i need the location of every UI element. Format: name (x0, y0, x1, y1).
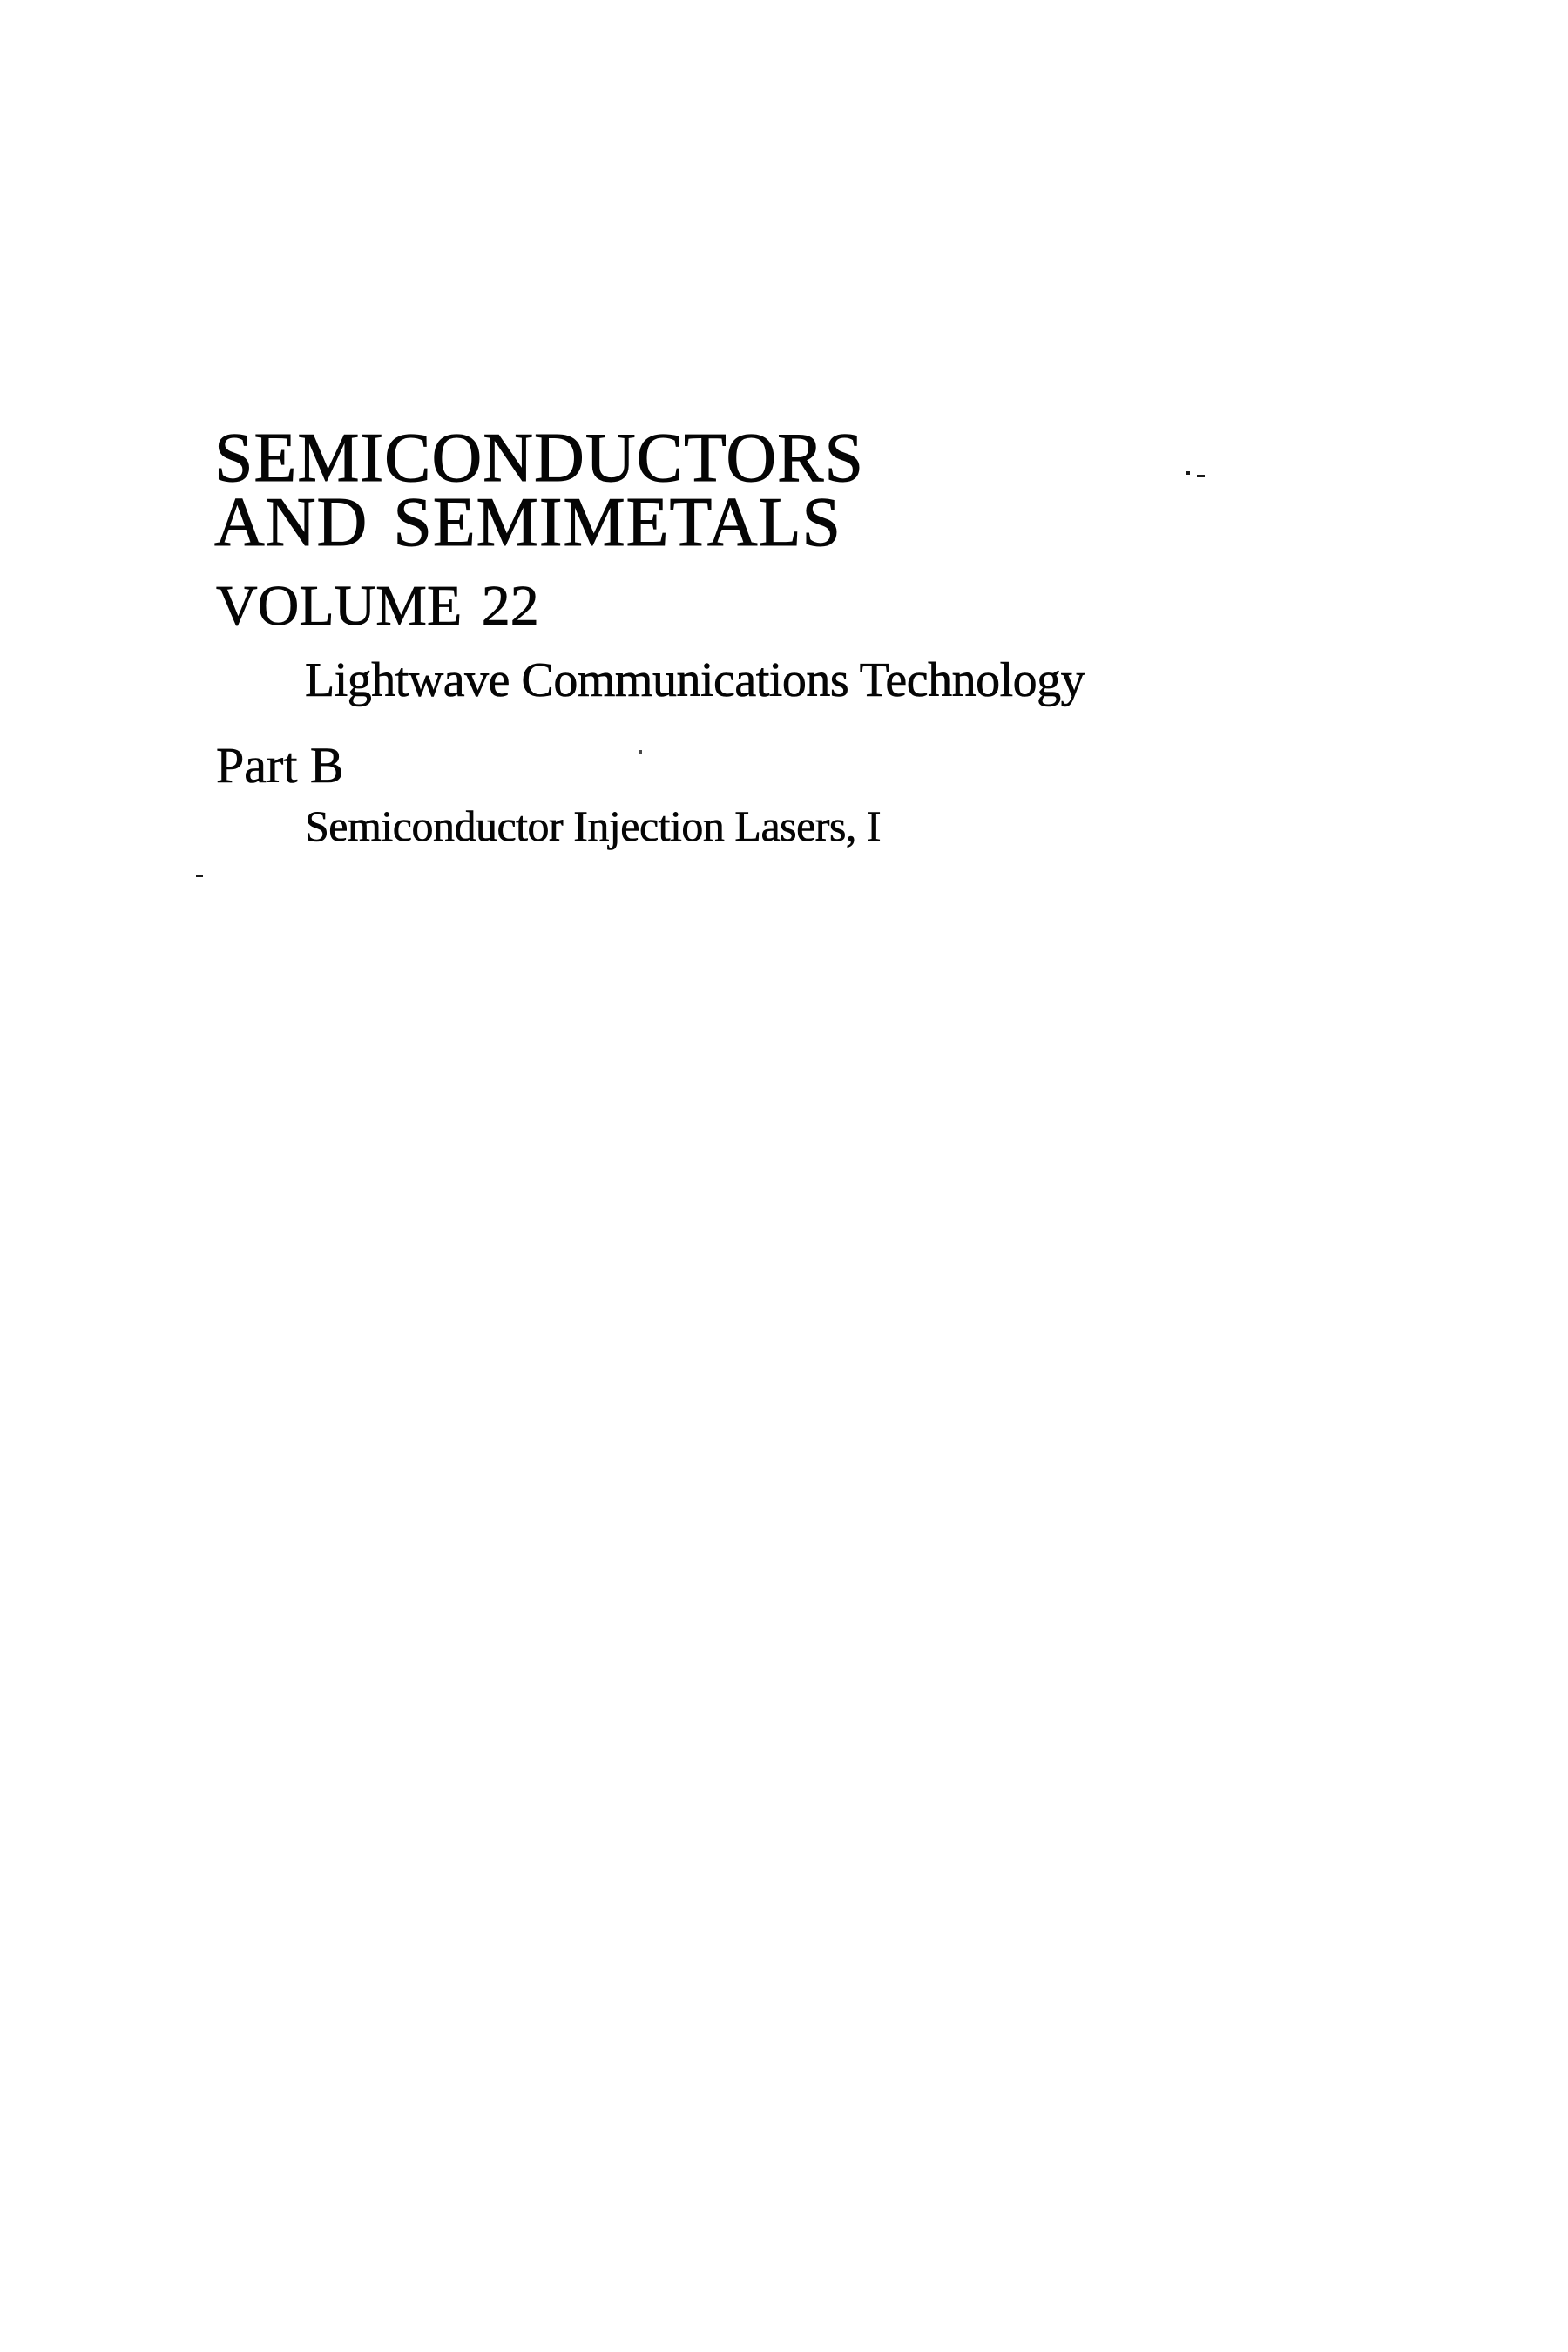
scan-speck (1197, 475, 1205, 477)
part-title: Semiconductor Injection Lasers, I (305, 801, 882, 850)
scan-speck (1186, 471, 1190, 475)
volume-label: VOLUME 22 (216, 574, 539, 638)
series-title-line2: AND SEMIMETALS (214, 484, 842, 561)
series-title-line1: SEMICONDUCTORS (214, 420, 864, 497)
scan-speck (196, 875, 203, 877)
part-label: Part B (216, 737, 344, 794)
scan-speck (639, 750, 642, 754)
volume-title: Lightwave Communications Technology (305, 653, 1085, 707)
